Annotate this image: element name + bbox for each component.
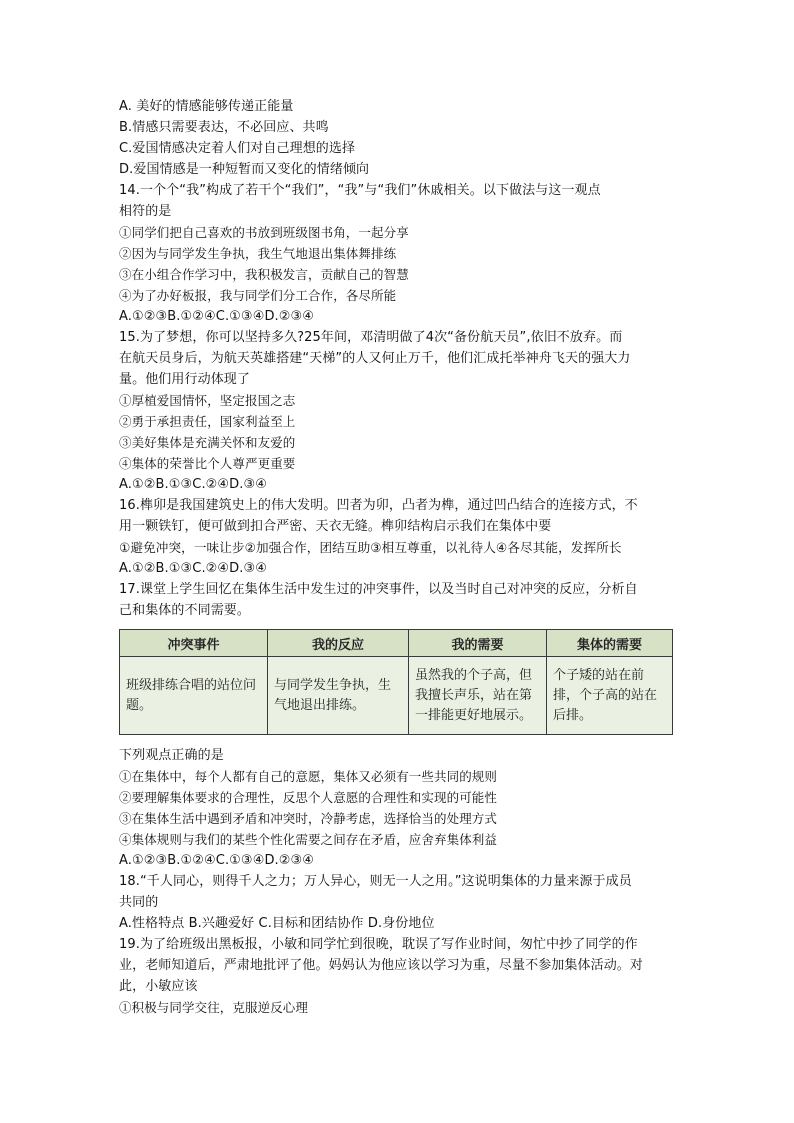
statement-line: ③在小组合作学习中，我积极发言，贡献自己的智慧 — [119, 267, 409, 282]
table-cell: 个子矮的站在前排，个子高的站在后排。 — [547, 657, 673, 735]
option-line: A. 美好的情感能够传递正能量 — [119, 99, 294, 114]
answer-options: A.①②③B.①②④C.①③④D.②③④ — [119, 309, 315, 324]
statement-line: ①避免冲突，一味让步②加强合作，团结互助③相互尊重，以礼待人④各尽其能，发挥所长 — [119, 540, 622, 555]
question-19-stem: 19.为了给班级出黑板报，小敏和同学忙到很晚，耽误了写作业时间，匆忙中抄了同学的作 — [119, 937, 638, 952]
text-block-bottom — [119, 745, 679, 1018]
question-19-stem: 此，小敏应该 — [119, 979, 198, 994]
answer-options: A.①②③B.①②④C.①③④D.②③④ — [119, 853, 315, 868]
option-line: B.情感只需要表达，不必回应、共鸣 — [119, 120, 329, 135]
answer-options: A.性格特点 B.兴趣爱好 C.目标和团结协作 D.身份地位 — [119, 916, 435, 931]
question-18-stem: 18.“千人同心，则得千人之力；万人异心，则无一人之用。”这说明集体的力量来源于成员 — [119, 874, 632, 889]
statement-line: ③美好集体是充满关怀和友爱的 — [119, 435, 296, 450]
table-row — [120, 657, 673, 735]
table-header: 我的需要 — [409, 630, 547, 657]
statement-line: ④集体规则与我们的某些个性化需要之间存在矛盾，应舍弃集体利益 — [119, 832, 498, 847]
statement-line: ④为了办好板报，我与同学们分工合作，各尽所能 — [119, 288, 397, 303]
question-15-stem: 在航天员身后，为航天英雄搭建“天梯”的人又何止万千，他们汇成托举神舟飞天的强大力 — [119, 351, 631, 366]
question-19-stem: 业，老师知道后，严肃地批评了他。妈妈认为他应该以学习为重，尽量不参加集体活动。对 — [119, 958, 644, 973]
option-line: C.爱国情感决定着人们对自己理想的选择 — [119, 141, 356, 156]
statement-line: ①积极与同学交往，克服逆反心理 — [119, 1000, 309, 1015]
question-16-stem: 16.榫卯是我国建筑史上的伟大发明。凹者为卯，凸者为榫，通过凹凸结合的连接方式，不 — [119, 498, 638, 513]
statement-line: ②勇于承担责任，国家利益至上 — [119, 414, 296, 429]
table-cell: 班级排练合唱的站位问题。 — [120, 657, 268, 735]
statement-line: ②因为与同学发生争执，我生气地退出集体舞排练 — [119, 246, 397, 261]
question-17-prompt: 下列观点正确的是 — [119, 748, 224, 763]
answer-options: A.①②B.①③C.②④D.③④ — [119, 477, 268, 492]
statement-line: ④集体的荣誉比个人尊严更重要 — [119, 456, 296, 471]
statement-line: ①在集体中，每个人都有自己的意愿，集体又必须有一些共同的规则 — [119, 769, 498, 784]
answer-options: A.①②B.①③C.②④D.③④ — [119, 561, 268, 576]
question-18-stem: 共同的 — [119, 895, 159, 910]
statement-line: ③在集体生活中遇到矛盾和冲突时，冷静考虑，选择恰当的处理方式 — [119, 811, 498, 826]
question-17-stem: 17.课堂上学生回忆在集体生活中发生过的冲突事件，以及当时自己对冲突的反应，分析自 — [119, 582, 638, 597]
statement-line: ②要理解集体要求的合理性，反思个人意愿的合理性和实现的可能性 — [119, 790, 498, 805]
conflict-table — [119, 629, 673, 735]
question-15-stem: 15.为了梦想，你可以坚持多久?25年间，邓清明做了4次“备份航天员”,依旧不放弃。而 — [119, 330, 623, 345]
text-block-top — [119, 96, 679, 621]
question-16-stem: 用一颗铁钉，便可做到扣合严密、天衣无缝。榫卯结构启示我们在集体中要 — [119, 519, 552, 534]
table-cell: 虽然我的个子高，但我擅长声乐，站在第一排能更好地展示。 — [409, 657, 547, 735]
table-header: 集体的需要 — [547, 630, 673, 657]
question-14-stem: 相符的是 — [119, 204, 172, 219]
statement-line: ①厚植爱国情怀，坚定报国之志 — [119, 393, 296, 408]
question-17-stem: 己和集体的不同需要。 — [119, 603, 251, 618]
statement-line: ①同学们把自己喜欢的书放到班级图书角，一起分享 — [119, 225, 409, 240]
question-15-stem: 量。他们用行动体现了 — [119, 372, 251, 387]
option-line: D.爱国情感是一种短暂而又变化的情绪倾向 — [119, 162, 370, 177]
exam-page — [119, 96, 679, 1018]
question-14-stem: 14.一个个“我”构成了若干个“我们”，“我”与“我们”休戚相关。以下做法与这一观点 — [119, 183, 601, 198]
table-header: 冲突事件 — [120, 630, 268, 657]
table-cell: 与同学发生争执，生气地退出排练。 — [268, 657, 409, 735]
table-header: 我的反应 — [268, 630, 409, 657]
